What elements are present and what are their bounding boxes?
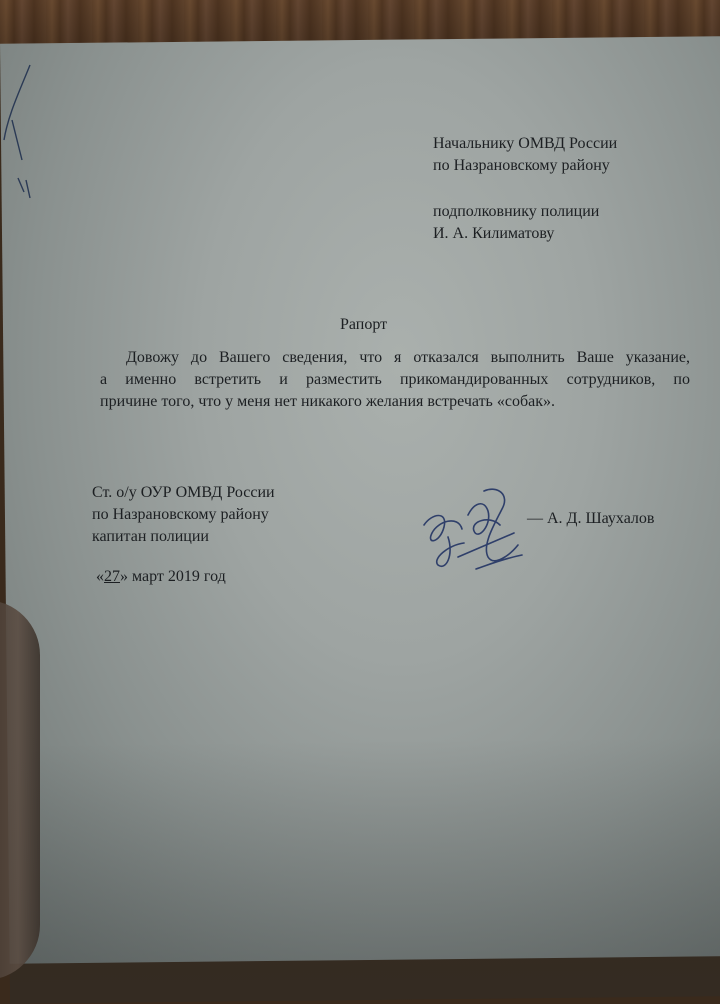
document-title: Рапорт	[340, 316, 388, 333]
date-open-quote: «	[96, 568, 104, 585]
report-date	[96, 566, 226, 588]
date-rest: » март 2019 год	[120, 568, 226, 585]
handwritten-signature-icon	[418, 485, 528, 580]
addressee-line-1: Начальнику ОМВД России	[433, 135, 618, 152]
addressee-spacer	[433, 177, 617, 201]
body-line-1: Довожу до Вашего сведения, что я отказался выполнить Ваше указание,	[126, 349, 690, 366]
report-body	[100, 347, 690, 413]
signer-line-2: по Назрановскому району	[92, 506, 269, 523]
addressee-line-3: подполковнику полиции	[433, 203, 600, 220]
signer-line-1: Ст. о/у ОУР ОМВД России	[92, 484, 275, 501]
signer-line-3: капитан полиции	[92, 528, 209, 545]
date-day: 27	[104, 568, 120, 585]
body-line-3: причине того, что у меня нет никакого желания встречать «собак».	[100, 393, 555, 410]
body-line-2: а именно встретить и разместить прикомандированных сотрудников, по	[100, 371, 690, 388]
signer-block	[92, 482, 275, 548]
addressee-block	[433, 133, 617, 245]
addressee-line-4: И. А. Килиматову	[433, 225, 555, 242]
paper-shadow	[7, 736, 720, 1004]
addressee-line-2: по Назрановскому району	[433, 157, 610, 174]
signature-name: — А. Д. Шаухалов	[527, 510, 655, 527]
finger-shadow	[0, 600, 40, 980]
margin-scribble-icon	[0, 60, 40, 200]
